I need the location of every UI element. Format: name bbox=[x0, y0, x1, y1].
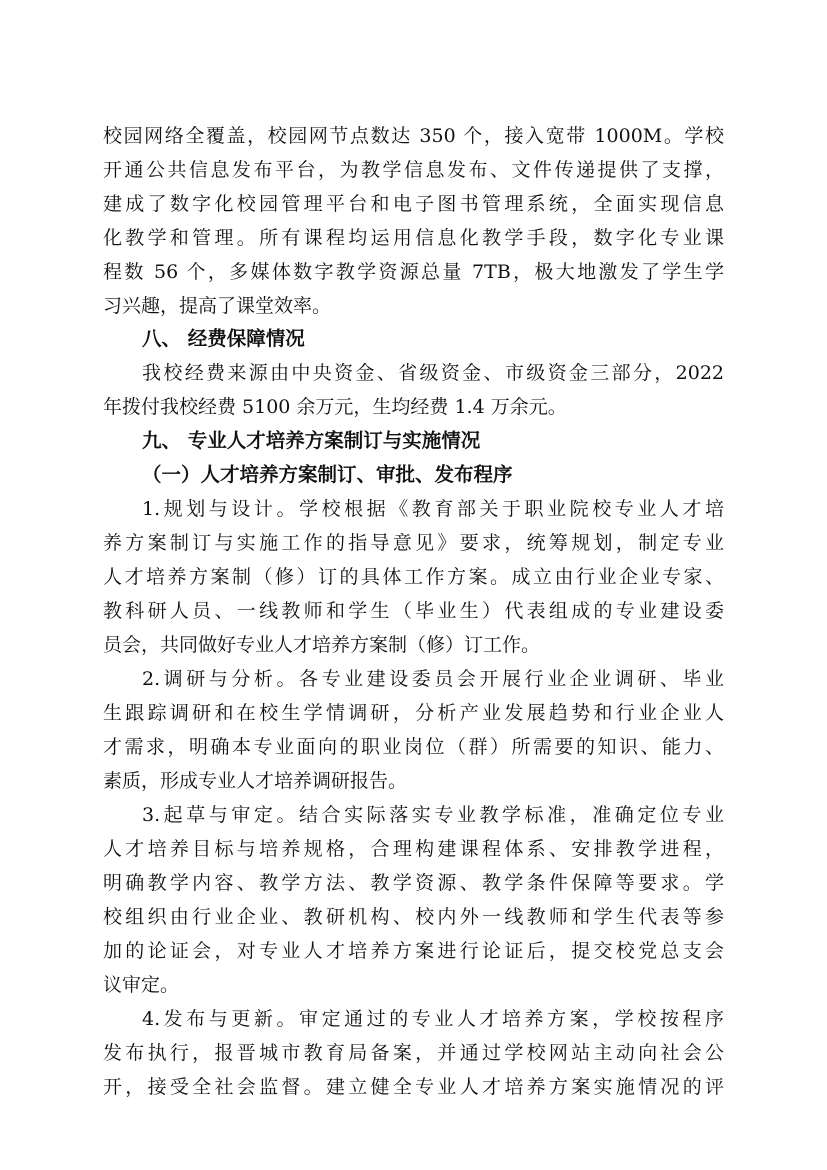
body-line: 我校经费来源由中央资金、省级资金、市级资金三部分，2022 bbox=[142, 362, 724, 384]
body-line: 议审定。 bbox=[103, 974, 180, 996]
body-line: 校园网络全覆盖，校园网节点数达 350 个，接入宽带 1000M。学校 bbox=[103, 125, 724, 147]
body-line: 程数 56 个，多媒体数字教学资源总量 7TB，极大地激发了学生学 bbox=[103, 261, 724, 283]
body-line: 开，接受全社会监督。建立健全专业人才培养方案实施情况的评 bbox=[103, 1076, 724, 1098]
body-line: 素质，形成专业人才培养调研报告。 bbox=[103, 770, 408, 792]
body-line: 年拨付我校经费 5100 余万元，生均经费 1.4 万余元。 bbox=[103, 396, 567, 418]
body-line: 1.规划与设计。学校根据《教育部关于职业院校专业人才培 bbox=[142, 498, 724, 520]
body-line: 化教学和管理。所有课程均运用信息化教学手段，数字化专业课 bbox=[103, 227, 724, 249]
body-line: 加的论证会，对专业人才培养方案进行论证后，提交校党总支会 bbox=[103, 940, 724, 962]
body-line: 校组织由行业企业、教研机构、校内外一线教师和学生代表等参 bbox=[103, 906, 724, 928]
section-heading: 八、 经费保障情况 bbox=[142, 327, 305, 350]
body-line: 明确教学内容、教学方法、教学资源、教学条件保障等要求。学 bbox=[103, 872, 724, 894]
body-line: 人才培养方案制（修）订的具体工作方案。成立由行业企业专家、 bbox=[103, 566, 724, 588]
body-line: 教科研人员、一线教师和学生（毕业生）代表组成的专业建设委 bbox=[103, 600, 724, 622]
body-line: 员会，共同做好专业人才培养方案制（修）订工作。 bbox=[103, 634, 541, 656]
body-line: 3.起草与审定。结合实际落实专业教学标准，准确定位专业 bbox=[142, 804, 724, 826]
section-heading: 九、 专业人才培养方案制订与实施情况 bbox=[142, 429, 481, 452]
body-line: 发布执行，报晋城市教育局备案，并通过学校网站主动向社会公 bbox=[103, 1042, 724, 1064]
body-line: 2.调研与分析。各专业建设委员会开展行业企业调研、毕业 bbox=[142, 668, 724, 690]
body-line: 建成了数字化校园管理平台和电子图书管理系统，全面实现信息 bbox=[103, 193, 724, 215]
body-line: 才需求，明确本专业面向的职业岗位（群）所需要的知识、能力、 bbox=[103, 736, 724, 758]
body-line: 养方案制订与实施工作的指导意见》要求，统筹规划，制定专业 bbox=[103, 532, 724, 554]
body-line: 开通公共信息发布平台，为教学信息发布、文件传递提供了支撑， bbox=[103, 159, 724, 181]
body-line: 习兴趣，提高了课堂效率。 bbox=[103, 295, 332, 317]
subsection-heading: （一）人才培养方案制订、审批、发布程序 bbox=[142, 463, 513, 486]
body-line: 生跟踪调研和在校生学情调研，分析产业发展趋势和行业企业人 bbox=[103, 702, 724, 724]
body-line: 人才培养目标与培养规格，合理构建课程体系、安排教学进程， bbox=[103, 838, 724, 860]
body-line: 4.发布与更新。审定通过的专业人才培养方案，学校按程序 bbox=[142, 1008, 724, 1030]
